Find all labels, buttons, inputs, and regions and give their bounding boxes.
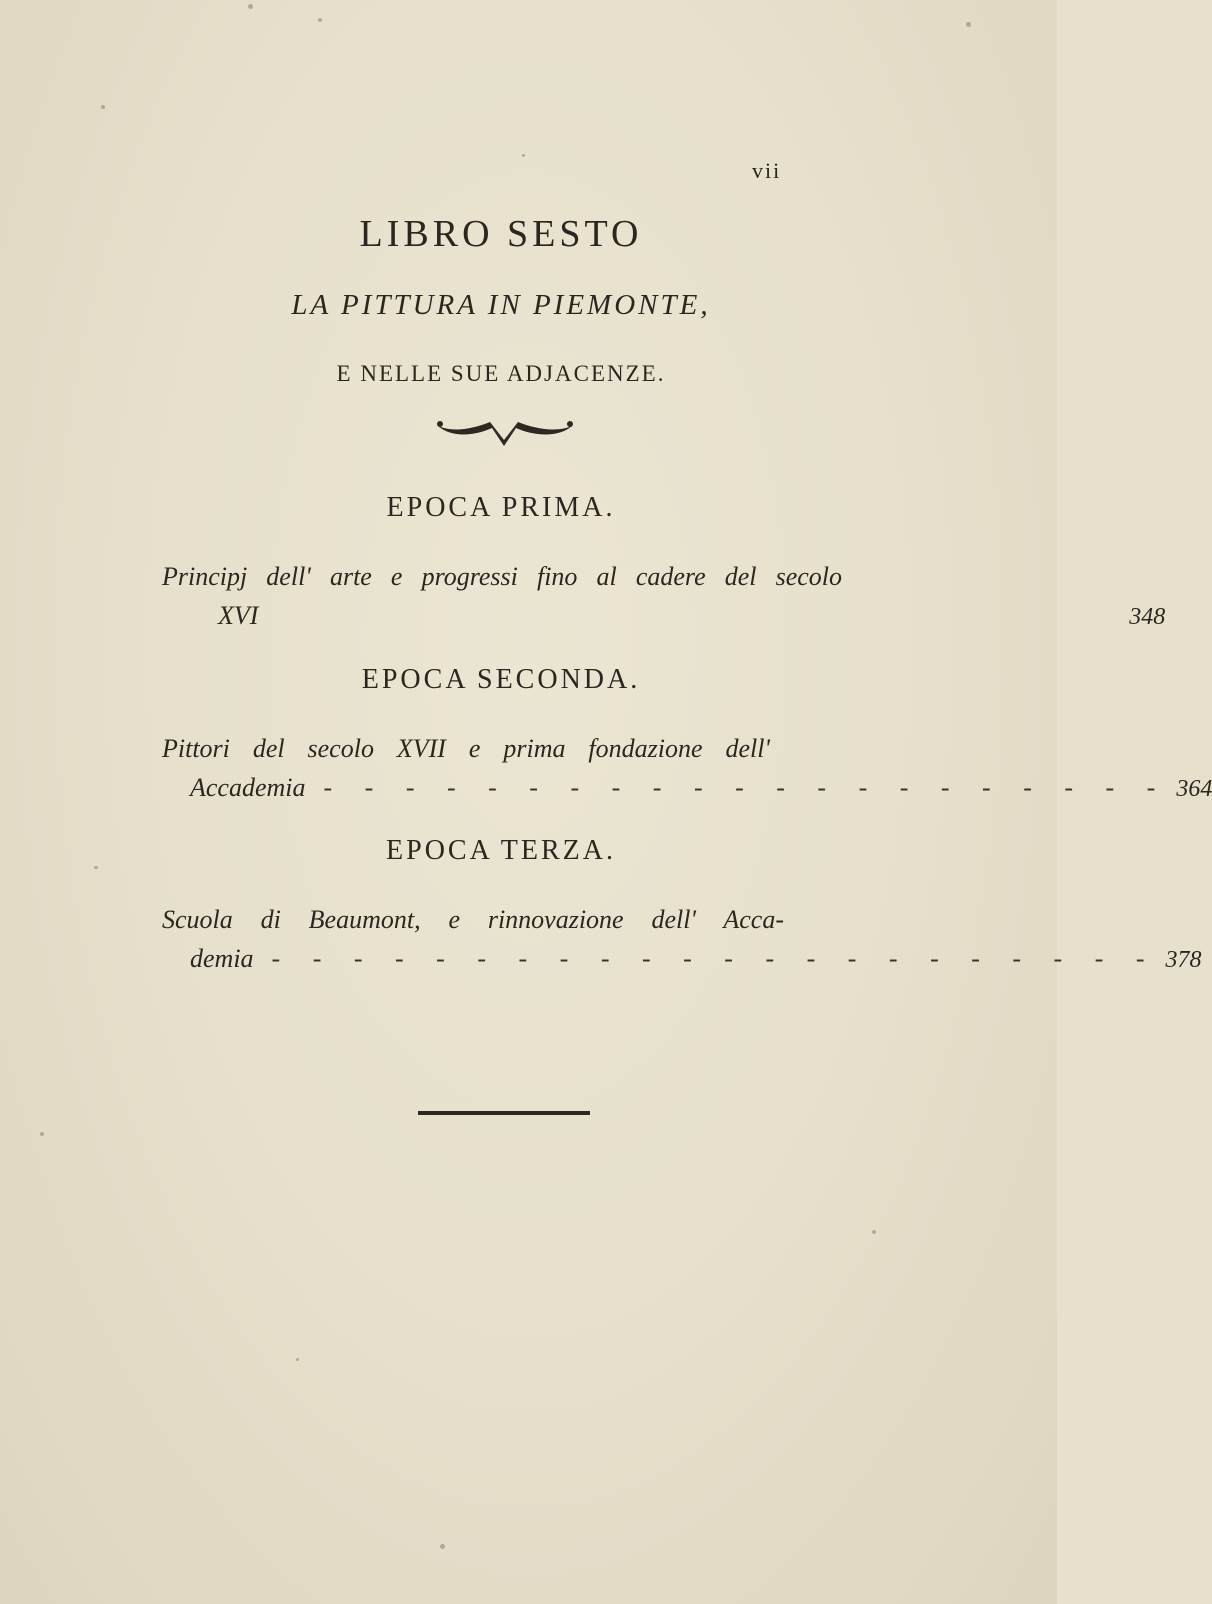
paper-speck [522,154,525,157]
paper-speck [101,105,105,109]
paper-speck [296,1358,299,1361]
ornament-divider [434,414,576,450]
toc-entry-title: Scuola di Beaumont, e rinnovazione dell' Acca- [162,905,784,934]
page-number: vii [752,158,782,183]
toc-entry-text: demia [190,944,254,973]
dot-leader: - - - - - - - - - - - - - - - - - - - - - - [271,944,1158,973]
toc-page-number: 348 [1129,604,1166,630]
toc-entry-text: XVI [218,601,259,630]
subtitle-adjacencies: E NELLE SUE ADJACENZE. [336,361,666,386]
paper-speck [440,1544,445,1549]
paper-speck [318,18,322,22]
paper-speck [248,4,253,9]
book-title: LIBRO SESTO [359,213,643,255]
toc-entry-continuation [190,773,1212,803]
toc-page-number: 378 [1165,947,1202,973]
toc-entry-text: Accademia [190,773,306,802]
toc-entry-continuation [190,601,1166,631]
toc-entry-continuation [190,944,1202,974]
epoch-heading: EPOCA PRIMA. [386,492,616,523]
paper-speck [40,1132,44,1136]
epoch-heading: EPOCA TERZA. [386,835,616,866]
paper-speck [966,22,971,27]
toc-entry-title: Principj dell' arte e progressi fino al cadere del secolo [162,562,842,591]
subtitle: LA PITTURA IN PIEMONTE, [291,289,711,321]
toc-entry-title: Pittori del secolo XVII e prima fondazione dell' [162,734,770,763]
paper-speck [872,1230,876,1234]
toc-page-number: 364 [1176,776,1212,802]
epoch-heading: EPOCA SECONDA. [361,664,641,695]
dot-leader: - - - - - - - - - - - - - - - - - - - - - [323,773,1169,802]
closing-rule [418,1111,590,1115]
